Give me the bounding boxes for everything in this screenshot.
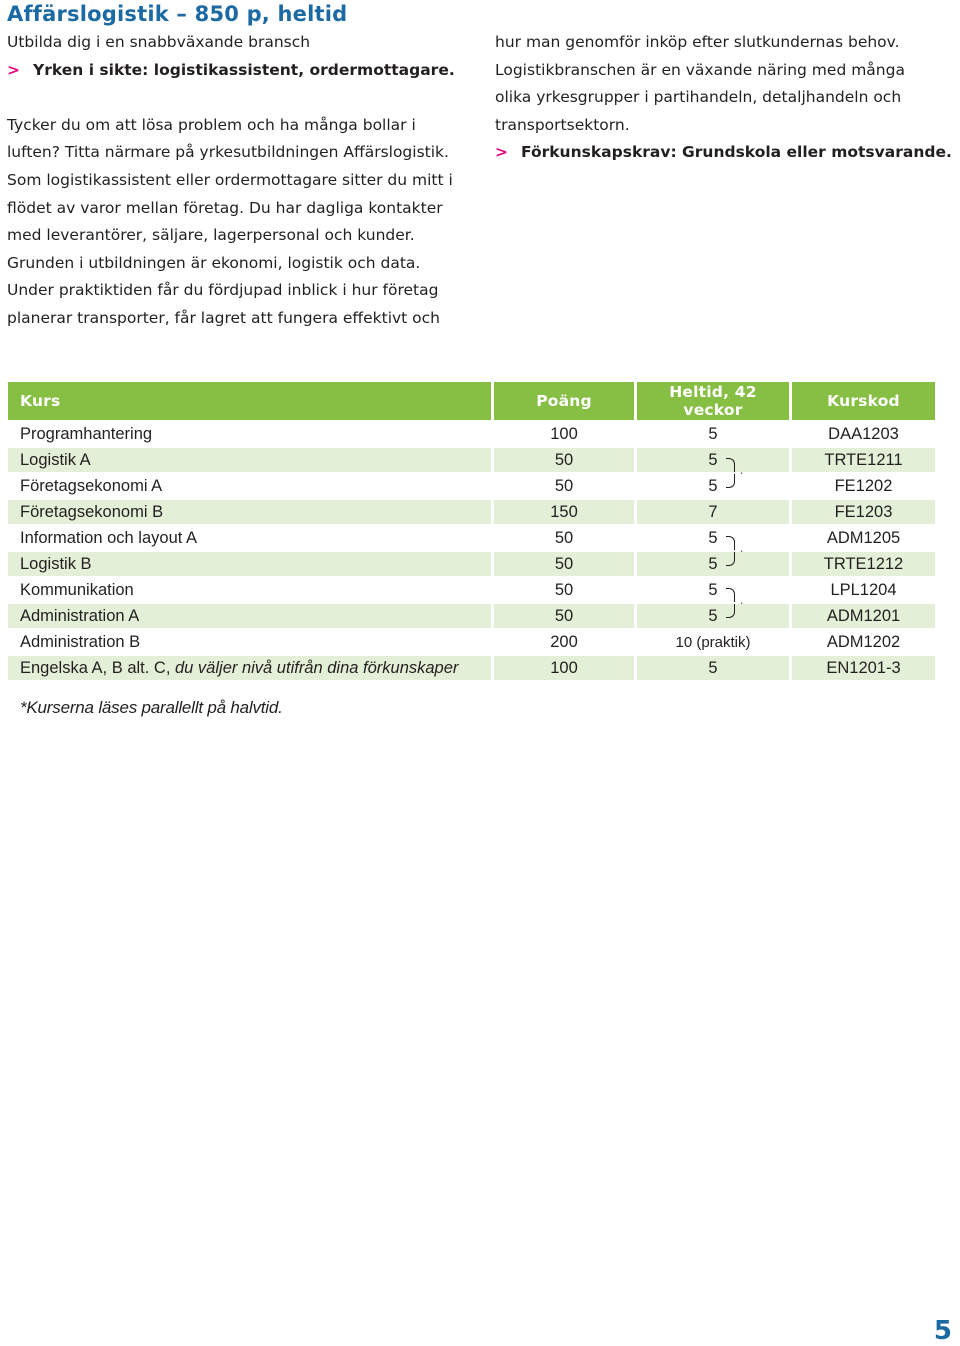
intro-line: flödet av varor mellan företag. Du har dagliga kontakter <box>7 198 443 217</box>
header-code: Kurskod <box>792 382 935 420</box>
course-weeks-cell <box>637 526 789 550</box>
intro-line: luften? Titta närmare på yrkesutbildningen Affärslogistik. <box>7 143 449 162</box>
intro-line: Tycker du om att lösa problem och ha många bollar i <box>7 115 416 134</box>
intro-line: olika yrkesgrupper i partihandeln, detaljhandeln och <box>495 88 902 107</box>
intro-line: Grunden i utbildningen är ekonomi, logistik och data. <box>7 253 421 272</box>
course-weeks: 5 <box>637 422 789 446</box>
subtitle: Utbilda dig i en snabbväxande bransch <box>7 33 311 51</box>
course-weeks: 5 <box>637 656 789 680</box>
course-name: Företagsekonomi A <box>8 474 491 498</box>
course-weeks-cell <box>637 474 789 498</box>
course-name: Administration B <box>8 630 491 654</box>
chevron-right-icon: > <box>7 60 20 79</box>
course-code: FE1202 <box>792 474 935 498</box>
course-weeks-cell <box>637 552 789 576</box>
prerequisites-bullet <box>495 139 955 167</box>
chevron-right-icon: > <box>495 143 508 162</box>
course-code: LPL1204 <box>792 578 935 602</box>
course-name: Logistik A <box>8 448 491 472</box>
table-header-row <box>8 382 935 420</box>
course-code: DAA1203 <box>792 422 935 446</box>
table-row <box>8 578 935 602</box>
course-code: FE1203 <box>792 500 935 524</box>
intro-line: Som logistikassistent eller ordermottagare sitter du mitt i <box>7 170 453 189</box>
course-name-cell <box>8 656 491 680</box>
course-points: 50 <box>494 448 634 472</box>
brace-top-icon <box>726 536 735 550</box>
course-name: Kommunikation <box>8 578 491 602</box>
footnote: *Kurserna läses parallellt på halvtid. <box>20 698 283 717</box>
intro-line: med leverantörer, säljare, lagerpersonal och kunder. <box>7 226 415 245</box>
table-row <box>8 656 935 680</box>
course-code: ADM1202 <box>792 630 935 654</box>
intro-line: planerar transporter, får lagret att fungera effektivt och <box>7 308 441 327</box>
brace-bottom-icon <box>726 474 735 488</box>
table-row <box>8 500 935 524</box>
brace-bottom-icon <box>726 604 735 618</box>
course-points: 50 <box>494 552 634 576</box>
course-weeks-cell <box>637 604 789 628</box>
table-row <box>8 630 935 654</box>
course-weeks: 5 <box>708 450 718 469</box>
header-fulltime: Heltid, 42 veckor <box>637 382 789 420</box>
intro-line: Under praktiktiden får du fördjupad inblick i hur företag <box>7 281 439 300</box>
brace-top-icon <box>726 458 735 472</box>
course-weeks: 10 (praktik) <box>637 630 789 654</box>
course-points: 200 <box>494 630 634 654</box>
course-code: ADM1201 <box>792 604 935 628</box>
course-weeks: 5 <box>708 528 718 547</box>
course-code: TRTE1212 <box>792 552 935 576</box>
course-weeks: 5 <box>708 580 718 599</box>
table-row <box>8 474 935 498</box>
table-row <box>8 448 935 472</box>
course-table <box>5 380 938 682</box>
course-name: Logistik B <box>8 552 491 576</box>
page-number: 5 <box>933 1316 952 1346</box>
intro-left-column <box>7 29 467 333</box>
course-name-note: du väljer nivå utifrån dina förkunskaper <box>175 658 459 677</box>
prerequisites-text: Förkunskapskrav: Grundskola eller motsvarande. <box>521 143 952 162</box>
brace-top-icon <box>726 588 735 602</box>
course-weeks: 5 <box>708 554 718 573</box>
header-points: Poäng <box>494 382 634 420</box>
course-name: Engelska A, B alt. C, <box>20 658 175 677</box>
course-code: ADM1205 <box>792 526 935 550</box>
intro-line: transportsektorn. <box>495 115 630 134</box>
table-row <box>8 422 935 446</box>
table-row <box>8 526 935 550</box>
careers-bullet <box>7 57 467 85</box>
course-weeks: 5 <box>708 476 718 495</box>
course-points: 50 <box>494 578 634 602</box>
course-points: 50 <box>494 526 634 550</box>
intro-right-column <box>495 29 955 167</box>
intro-line: Logistikbranschen är en växande näring med många <box>495 60 905 79</box>
table-row <box>8 552 935 576</box>
course-weeks-cell <box>637 578 789 602</box>
brace-bottom-icon <box>726 552 735 566</box>
course-name: Programhantering <box>8 422 491 446</box>
course-weeks: 5 <box>708 606 718 625</box>
course-name: Information och layout A <box>8 526 491 550</box>
course-code: TRTE1211 <box>792 448 935 472</box>
course-points: 150 <box>494 500 634 524</box>
course-points: 50 <box>494 474 634 498</box>
course-points: 100 <box>494 656 634 680</box>
header-course: Kurs <box>8 382 491 420</box>
course-points: 100 <box>494 422 634 446</box>
course-code: EN1201-3 <box>792 656 935 680</box>
course-name: Företagsekonomi B <box>8 500 491 524</box>
intro-line: hur man genomför inköp efter slutkundernas behov. <box>495 33 900 51</box>
course-weeks: 7 <box>637 500 789 524</box>
careers-text: Yrken i sikte: logistikassistent, ordermottagare. <box>33 60 455 79</box>
page-title: Affärslogistik – 850 p, heltid <box>7 2 348 26</box>
course-weeks-cell <box>637 448 789 472</box>
table-row <box>8 604 935 628</box>
course-name: Administration A <box>8 604 491 628</box>
course-points: 50 <box>494 604 634 628</box>
